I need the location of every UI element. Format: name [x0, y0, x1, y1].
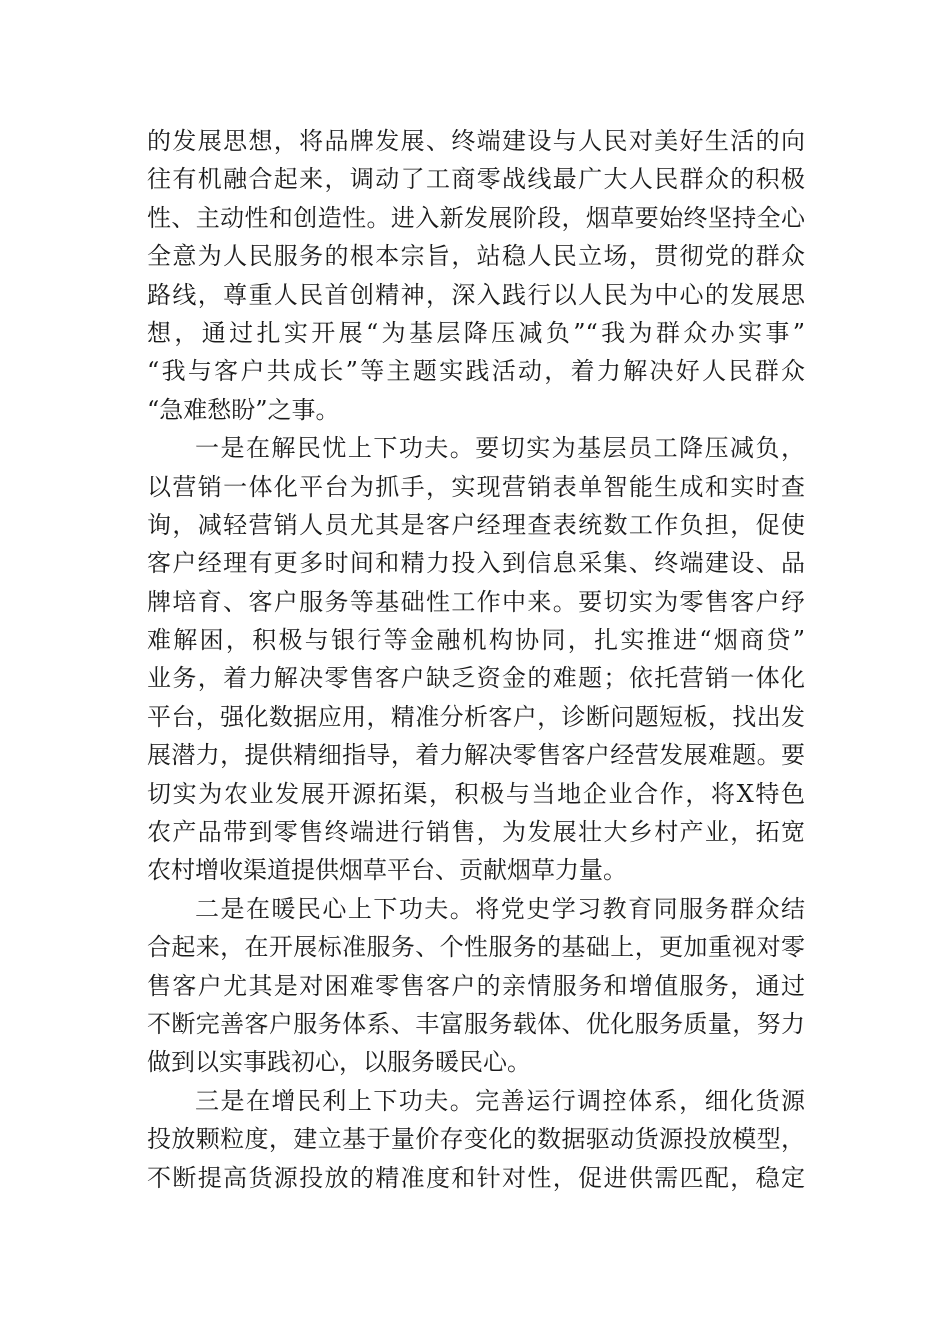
paragraph-4	[147, 1082, 805, 1197]
text-line: “急难愁盼”之事。	[147, 395, 340, 424]
text-line: 一是在解民忧上下功夫。要切实为基层员工降压减负，	[195, 434, 805, 463]
text-line: 农产品带到零售终端进行销售，为发展壮大乡村产业，拓宽	[147, 818, 805, 847]
text-line: 牌培育、客户服务等基础性工作中来。要切实为零售客户纾	[147, 587, 805, 616]
text-line: 投放颗粒度，建立基于量价存变化的数据驱动货源投放模型，	[147, 1125, 805, 1154]
text-line: 以营销一体化平台为抓手，实现营销表单智能生成和实时查	[147, 472, 805, 501]
text-line: 全意为人民服务的根本宗旨，站稳人民立场，贯彻党的群众	[147, 242, 805, 271]
paragraph-3	[147, 890, 805, 1082]
paragraph-1	[147, 122, 805, 429]
text-line: 不断完善客户服务体系、丰富服务载体、优化服务质量，努力	[147, 1009, 805, 1038]
text-line: 往有机融合起来，调动了工商零战线最广大人民群众的积极	[147, 165, 805, 194]
text-line: 的发展思想，将品牌发展、终端建设与人民对美好生活的向	[147, 127, 805, 155]
text-line: 合起来，在开展标准服务、个性服务的基础上，更加重视对零	[147, 933, 805, 962]
text-line: 路线，尊重人民首创精神，深入践行以人民为中心的发展思	[147, 280, 805, 309]
text-line: 性、主动性和创造性。进入新发展阶段，烟草要始终坚持全心	[147, 203, 805, 232]
text-line: 不断提高货源投放的精准度和针对性，促进供需匹配，稳定	[147, 1163, 805, 1192]
text-line: 展潜力，提供精细指导，着力解决零售客户经营发展难题。要	[147, 741, 805, 770]
text-line: 业务，着力解决零售客户缺乏资金的难题；依托营销一体化	[147, 664, 805, 693]
text-line: 农村增收渠道提供烟草平台、贡献烟草力量。	[147, 856, 627, 885]
paragraph-2	[147, 429, 805, 890]
text-line: 售客户尤其是对困难零售客户的亲情服务和增值服务，通过	[147, 971, 805, 1000]
text-line: 做到以实事践初心，以服务暖民心。	[147, 1048, 531, 1077]
text-line: 询，减轻营销人员尤其是客户经理查表统数工作负担，促使	[147, 510, 805, 539]
text-line: 平台，强化数据应用，精准分析客户，诊断问题短板，找出发	[147, 702, 805, 731]
text-line: 想，通过扎实开展“为基层降压减负”“我为群众办实事”	[147, 318, 805, 347]
text-line: 三是在增民利上下功夫。完善运行调控体系，细化货源	[195, 1086, 805, 1115]
text-line: 难解困，积极与银行等金融机构协同，扎实推进“烟商贷”	[147, 626, 805, 655]
document-body	[147, 122, 805, 1197]
text-line: 二是在暖民心上下功夫。将党史学习教育同服务群众结	[195, 894, 805, 923]
text-line: “我与客户共成长”等主题实践活动，着力解决好人民群众	[147, 357, 805, 386]
text-line: 客户经理有更多时间和精力投入到信息采集、终端建设、品	[147, 549, 805, 578]
text-line: 切实为农业发展开源拓渠，积极与当地企业合作，将X特色	[147, 779, 805, 808]
